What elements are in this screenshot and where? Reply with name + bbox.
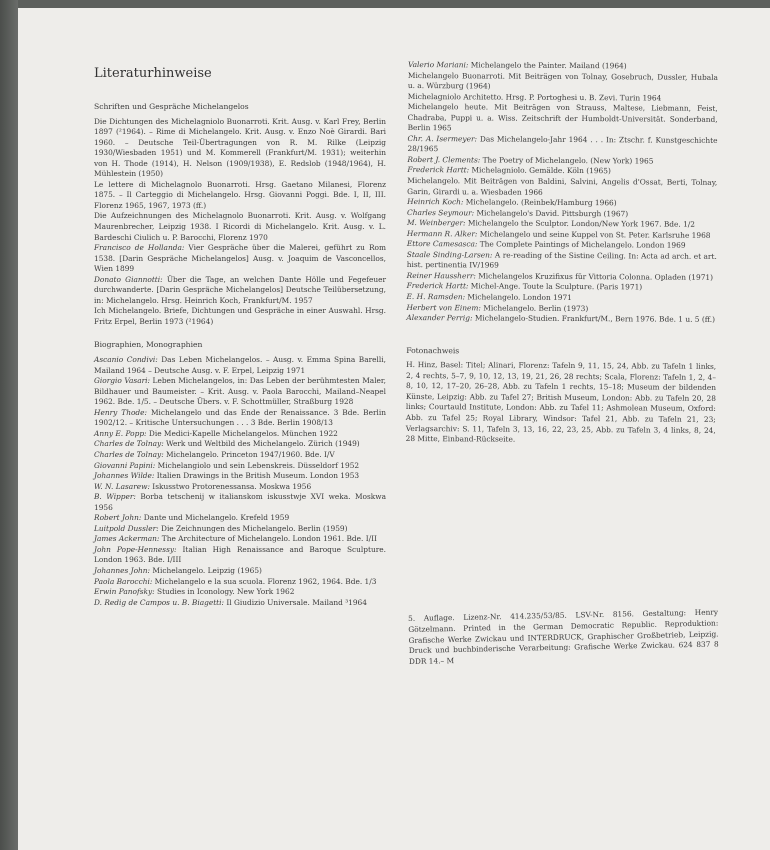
photo-credits-heading: Fotonachweis [406,345,460,355]
bibliography-entry [94,524,386,535]
entry-text: Studies in Iconology. New York 1962 [154,587,295,597]
entry-text: Le lettere di Michelagnolo Buonarroti. Hrsg. Gaetano Milanesi, Florenz 1875. – Il Carteggio di Michelangelo. Hrsg. Giovanni Poggi. Bde. I, II, III. Florenz 1965, 1967, 1973 (ff.) [94,179,386,210]
entry-author: Charles de Tolnay: [94,449,164,459]
entry-author: Donato Giannotti: [94,274,163,284]
entry-author: Frederick Hartt: [406,281,469,291]
bibliography-entry [94,117,386,180]
entry-text: Werk und Weltbild des Michelangelo. Zürich (1949) [163,439,360,449]
entry-author: Johannes John: [94,565,151,575]
entry-text: Michelangelo. Princeton 1947/1960. Bde. I/V [163,449,335,459]
bibliography-entry [94,243,386,275]
entry-author: John Pope-Hennessy: [94,544,177,554]
entry-author: Ettore Camesasca: [406,239,478,249]
entry-text: Ich Michelangelo. Briefe, Dichtungen und Gespräche in einer Auswahl. Hrsg. Fritz Erpel, Berlin 1973 (²1964) [94,306,386,326]
entry-text: Michelangiolo und sein Lebenskreis. Düsseldorf 1952 [155,460,360,470]
entry-text: Über die Tage, an welchen Dante Hölle und Fegefeuer durchwanderte. [Darin Gespräche Michelangelos] Deutsche Teilübersetzung, in: Michelangelo. Hrsg. Heinrich Koch, Frankfurt/M. 1957 [94,274,386,305]
entry-author: B. Wipper: [94,492,136,502]
bibliography-entry [408,102,718,136]
entry-author: Henry Thode: [94,407,147,417]
biographies-list [94,355,386,608]
entry-author: D. Redig de Campos u. B. Biagetti: [94,597,225,607]
bibliography-entry [94,482,386,493]
page-title: Literaturhinweise [94,66,212,81]
entry-text: The Architecture of Michelangelo. London 1961. Bde. I/II [159,534,377,544]
entry-author: James Ackerman: [94,534,160,544]
bibliography-entry [407,176,717,199]
section-heading-biographies: Biographien, Monographien [94,340,203,350]
right-column [406,60,718,446]
bibliography-entry [94,545,386,566]
entry-author: Chr. A. Isermeyer: [407,133,478,144]
entry-text: Italien Drawings in the British Museum. London 1953 [154,471,360,481]
entry-text: Michelangelo heute. Mit Beiträgen von Strauss, Maltese, Liebmann, Feist, Chadraba, Puppi u. a. Wiss. Zeitschrift der Humboldt-Universität. Sonderband, Berlin 1965 [407,102,718,133]
entry-text: The Poetry of Michelangelo. (New York) 1965 [480,155,654,166]
bibliography-entry [94,461,386,472]
entry-text: Michelangelos Kruzifixus für Vittoria Colonna. Opladen (1971) [475,271,714,282]
entry-author: Erwin Panofsky: [94,587,155,597]
entry-text: Il Giudizio Universale. Mailand ³1964 [224,597,367,607]
entry-text: Michel-Ange. Toute la Sculpture. (Paris 1971) [468,281,643,292]
bibliography-entry [406,313,716,325]
entry-text: Michelagniolo. Gemälde. Köln (1965) [469,165,611,176]
entry-author: Valerio Mariani: [407,60,469,70]
entry-author: Anny E. Popp: [94,428,147,438]
entry-text: Die Aufzeichnungen des Michelagnolo Buonarroti. Krit. Ausg. v. Wolfgang Maurenbrecher, Leipzig 1938. I Ricordi di Michelangelo. Krit. Ausg. v. L. Bardeschi Ciulich u. P. Barocchi, Florenz 1970 [94,211,386,242]
bibliography-entry [407,134,717,157]
bibliography-entry [94,534,386,545]
bibliography-entry [94,450,386,461]
left-column [94,66,386,608]
further-literature-list [406,60,718,326]
entry-author: W. N. Lasarew: [94,481,150,491]
entry-text: Michelangelo. London 1971 [465,292,572,303]
entry-text: Michelangelo. (Reinbek/Hamburg 1966) [463,197,617,208]
entry-author: Heinrich Koch: [407,197,464,207]
entry-text: The Complete Paintings of Michelangelo. London 1969 [477,239,686,250]
entry-text: A re-reading of the Sistine Ceiling. In: Acta ad arch. et art. hist. pertinentia IV/1969 [406,250,717,270]
bibliography-entry [94,306,386,327]
entry-author: E. H. Ramsden: [406,292,466,302]
entry-author: Herbert von Einem: [406,302,481,313]
entry-text: Michelangelo und seine Kuppel von St. Peter. Karlsruhe 1968 [477,229,711,240]
entry-text: Italian High Renaissance and Baroque Sculpture. London 1963. Bde. I/III [94,544,386,565]
imprint: 5. Auflage. Lizenz-Nr. 414.235/53/85. LSV-Nr. 8156. Gestaltung: Henry Götzelmann. Printed in the German Democratic Republic. Reproduktion: Grafische Werke Zwickau und INTERDRUCK, Graphischer Großbetrieb, Leipzig. Druck und buchbinderische Verarbeitung: Grafische Werke Zwickau. 624 837 8 DDR 14.– M [408,607,719,667]
entry-author: Luitpold Dussler: [94,523,159,533]
entry-text: Das Michelangelo-Jahr 1964 . . . In: Ztschr. f. Kunstgeschichte 28/1965 [407,134,718,154]
entry-author: Giorgio Vasari: [94,376,150,386]
section-heading-writings: Schriften und Gespräche Michelangelos [94,102,249,111]
entry-text: Borba tetschenij w italianskom iskusstwje XVI weka. Moskwa 1956 [94,492,386,512]
entry-author: M. Weinberger: [406,218,466,228]
bibliography-entry [94,408,386,429]
entry-text: Die Dichtungen des Michelagniolo Buonarroti. Krit. Ausg. v. Karl Frey, Berlin 1897 (²1964). – Rime di Michelangelo. Krit. Ausg. v. Enzo Noè Girardi. Bari 1960. – Deutsche Teil-Übertragungen von R. M. Rilke (Leipzig 1930/Wiesbaden 1951) und M. Kommerell (Frankfurt/M. 1931); weiterhin von H. Thode (1914), H. Nelson (1909/1938), E. Redslob (1948/1964), H. Mühlestein (1950) [94,116,386,179]
bibliography-entry [94,513,386,524]
entry-author: Francisco de Hollanda: [94,243,185,253]
entry-text: Die Zeichnungen des Michelangelo. Berlin (1959) [158,523,348,533]
entry-author: Staale Sinding-Larsen: [406,249,493,260]
book-spine [0,0,18,850]
bibliography-entry [94,471,386,482]
entry-author: Paola Barocchi: [94,576,153,586]
bibliography-entry [94,211,386,243]
entry-text: Michelangelo the Painter. Mailand (1964) [468,60,627,71]
bibliography-entry [94,566,386,577]
entry-text: Die Medici-Kapelle Michelangelos. München 1922 [146,428,338,438]
bibliography-entry [94,439,386,450]
entry-author: Charles de Tolnay: [94,439,164,449]
entry-text: Michelangelo. Mit Beiträgen von Baldini, Salvini, Angelis d'Ossat, Berti, Tolnay, Garin, Girardi u. a. Wiesbaden 1966 [407,176,718,197]
entry-text: Dante und Michelangelo. Krefeld 1959 [141,513,290,523]
bibliography-entry [94,429,386,440]
entry-text: Michelangelo. Berlin (1973) [480,303,589,313]
entry-text: Michelangelo und das Ende der Renaissance. 3 Bde. Berlin 1902/12. – Kritische Untersuchungen . . . 3 Bde. Berlin 1908/13 [94,407,386,428]
entry-author: Alexander Perrig: [406,313,473,323]
bibliography-entry [94,577,386,588]
entry-text: Michelangelo e la sua scuola. Florenz 1962, 1964. Bde. 1/3 [152,576,377,586]
entry-text: Michelangelo the Sculptor. London/New York 1967. Bde. 1/2 [465,218,696,229]
entry-author: Robert John: [94,513,142,523]
photo-credits-text: H. Hinz, Basel: Titel; Alinari, Florenz: Tafeln 9, 11, 15, 24, Abb. zu Tafeln 1 links, 2, 4 rechts, 5–7, 9, 10, 12, 13, 19, 21, 26, 28 rechts; Scala, Florenz: Tafeln 1, 2, 4–8, 10, 12, 17–20, 26–28, Abb. zu Tafeln 1 rechts, 15–18; Museum der bildenden Künste, Leipzig: Abb. zu Tafel 27; British Museum, London: Abb. zu Tafeln 20, 28 links; Courtauld Institute, London: Abb. zu Tafel 11; Ashmolean Museum, Oxford: Abb. zu Tafel 25; Royal Library, Windsor: Tafel 21, Abb. zu Tafeln 21, 23; Verlagsarchiv: S. 11, Tafeln 3, 13, 16, 22, 23, 25, Abb. zu Tafeln 3, 4 links, 8, 24, 28 Mitte, Einband-Rückseite. [405,360,717,444]
entry-author: Giovanni Papini: [94,460,156,470]
bibliography-entry [94,355,386,376]
entry-text: Das Leben Michelangelos. – Ausg. v. Emma Spina Barelli, Mailand 1964 – Deutsche Ausg. v. F. Erpel, Leipzig 1971 [94,355,386,375]
entry-text: Michelangelo. Leipzig (1965) [150,565,262,575]
bibliography-entry [94,492,386,513]
bibliography-entry [94,275,386,307]
entry-text: Vier Gespräche über die Malerei, geführt zu Rom 1538. [Darin Gespräche Michelangelos] Ausg. v. Joaquim de Vasconcellos, Wien 1899 [94,243,386,274]
entry-text: Michelangelo Buonarroti. Mit Beiträgen von Tolnay, Gosebruch, Dussler, Hubala u. a. Würzburg (1964) [407,70,718,91]
entry-text: Iskusstwo Protorenessansa. Moskwa 1956 [149,481,312,491]
bibliography-entry [94,180,386,212]
entry-text: Leben Michelangelos, in: Das Leben der berühmtesten Maler, Bildhauer und Baumeister. – Krit. Ausg. v. Paola Barocchi, Mailand–Neapel 1962. Bde. 1/5. – Deutsche Übers. v. F. Schottmüller, Straßburg 1928 [94,376,386,407]
entry-author: Ascanio Condivi: [94,355,158,365]
entry-author: Reiner Haussherr: [406,270,476,281]
entry-author: Charles Seymour: [407,207,475,218]
bibliography-entry [94,587,386,598]
entry-author: Frederick Hartt: [407,165,470,175]
entry-author: Hermann R. Alker: [406,228,478,239]
entry-author: Robert J. Clements: [407,154,481,165]
entry-author: Johannes Wilde: [94,471,155,481]
bibliography-entry [94,376,386,408]
entry-text: Michelangelo's David. Pittsburgh (1967) [474,208,629,219]
bibliography-entry [408,71,718,94]
entry-text: Michelagniolo Architetto. Hrsg. P. Portoghesi u. B. Zevi. Turin 1964 [407,91,662,103]
entry-text: Michelangelo-Studien. Frankfurt/M., Bern 1976. Bde. 1 u. 5 (ff.) [472,313,715,325]
bibliography-entry [94,598,386,609]
bibliography-entry [407,250,717,273]
writings-list [94,117,386,328]
